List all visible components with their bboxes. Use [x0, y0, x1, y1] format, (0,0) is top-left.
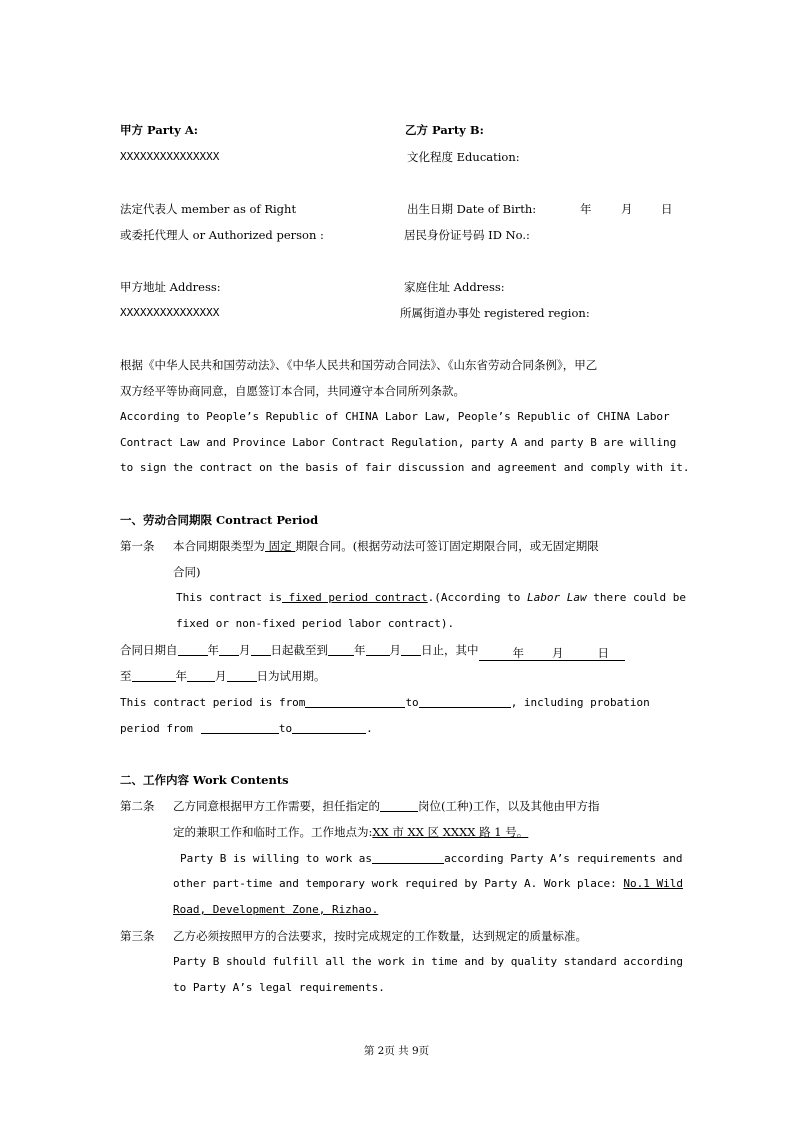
date-text-e: 年: [354, 643, 366, 657]
article1-text-b: 期限合同。(根据劳动法可签订固定期限合同，或无固定期限: [295, 539, 599, 553]
start-year-blank[interactable]: [178, 643, 208, 656]
home-address-label: 家庭住址 Address:: [404, 280, 505, 294]
article2-en-line1: [180, 851, 682, 866]
preamble-en-line2: Contract Law and Province Labor Contract Regulation, party A and party B are willing: [120, 436, 677, 449]
labor-law-ref: Labor Law: [527, 591, 587, 604]
article1-en-d: fixed or non-fixed period labor contract).: [176, 617, 455, 630]
prob-to-blank[interactable]: [292, 721, 366, 734]
preamble-cn-line1: 根据《中华人民共和国劳动法》、《中华人民共和国劳动合同法》、《山东省劳动合同条例》，甲乙: [120, 358, 598, 372]
article2-number: 第二条: [120, 799, 155, 813]
article2-text-b: 岗位(工种)工作，以及其他由甲方指: [418, 799, 600, 813]
article2-text-a: 乙方同意根据甲方工作需要，担任指定的: [173, 799, 380, 813]
prob-end-day-blank[interactable]: [227, 669, 257, 682]
article3-en-line2: to Party A’s legal requirements.: [173, 981, 385, 994]
probation-date-line: [120, 669, 326, 683]
dob-year: 年: [580, 202, 592, 216]
work-place-en-1: No.1 Wild: [623, 877, 683, 890]
prob-text-b: to: [278, 722, 293, 735]
start-day-blank[interactable]: [251, 643, 271, 656]
party-a-address-label: 甲方地址 Address:: [120, 280, 221, 294]
date-text-f: 月: [389, 643, 401, 657]
dob-month: 月: [621, 202, 633, 216]
dob-label: 出生日期 Date of Birth:: [407, 202, 537, 216]
contract-type: 固定: [265, 539, 296, 553]
article2-text-c: 定的兼职工作和临时工作。工作地点为:: [173, 825, 373, 839]
section1-heading: 一、劳动合同期限 Contract Period: [120, 513, 319, 527]
preamble-cn-line2: 双方经平等协商同意，自愿签订本合同，共同遵守本合同所列条款。: [120, 384, 465, 398]
to-text-a: 至: [120, 669, 132, 683]
work-place: XX 市 XX 区 XXXX 路 1 号。: [372, 825, 529, 839]
probation-en-line: [120, 721, 373, 736]
id-label: 居民身份证号码 ID No.:: [404, 228, 530, 242]
article2-en-b: according Party A’s requirements and: [444, 852, 683, 865]
article1-number: 第一条: [120, 539, 155, 553]
prob-end-year-blank[interactable]: [132, 669, 176, 682]
period-text-b: to: [405, 696, 419, 709]
period-text-a: This contract period is from: [120, 696, 306, 709]
education-label: 文化程度 Education:: [407, 150, 520, 164]
article1-en-b: .(According to: [427, 591, 528, 604]
end-day-blank[interactable]: [401, 643, 421, 656]
contract-type-en: fixed period contract: [281, 591, 428, 604]
article3-cn: 乙方必须按照甲方的合法要求，按时完成规定的工作数量，达到规定的质量标准。: [173, 929, 587, 943]
article2-en-c: other part-time and temporary work required by Party A. Work place:: [173, 877, 624, 890]
start-month-blank[interactable]: [219, 643, 239, 656]
period-en-line: [120, 695, 650, 710]
party-a-label: 甲方 Party A:: [120, 123, 199, 137]
page-number: 第 2页 共 9页: [363, 1045, 430, 1057]
date-text-a: 合同日期自: [120, 643, 178, 657]
preamble-en-line1: According to People’s Republic of CHINA Labor Law, People’s Republic of CHINA Labor: [120, 410, 670, 423]
work-place-en-2: Road, Development Zone, Rizhao.: [173, 903, 379, 916]
party-b-label: 乙方 Party B:: [405, 123, 484, 137]
date-text-c: 月: [239, 643, 251, 657]
position-en-blank[interactable]: [372, 851, 444, 864]
article3-en-line1: Party B should fulfill all the work in time and by quality standard according: [173, 955, 683, 968]
period-text-c: , including probation: [510, 696, 650, 709]
party-a-name: XXXXXXXXXXXXXXX: [120, 150, 220, 163]
article1-en-c: there could be: [586, 591, 686, 604]
party-a-address: XXXXXXXXXXXXXXX: [120, 306, 220, 319]
to-text-b: 年: [175, 669, 187, 683]
article1-cn: [173, 539, 599, 553]
prob-text-a: period from: [120, 722, 193, 735]
region-label: 所属街道办事处 registered region:: [400, 306, 590, 320]
date-text-i: 月: [552, 646, 564, 660]
article3-number: 第三条: [120, 929, 155, 943]
date-text-g: 日止，其中: [421, 643, 479, 657]
article2-en-line2: [173, 877, 683, 891]
authorized-label: 或委托代理人 or Authorized person :: [120, 228, 324, 242]
section2-heading: 二、工作内容 Work Contents: [120, 773, 289, 787]
dob-day: 日: [661, 202, 673, 216]
preamble-en-line3: to sign the contract on the basis of fair discussion and agreement and comply with it.: [120, 461, 690, 474]
date-text-d: 日起截至到: [270, 643, 328, 657]
article1-en-a: This contract is: [176, 591, 282, 604]
period-from-blank[interactable]: [305, 695, 405, 708]
date-text-j: 日: [597, 646, 609, 660]
prob-from-blank[interactable]: [201, 721, 279, 734]
article2-cn-line1: [173, 799, 599, 813]
date-text-b: 年: [207, 643, 219, 657]
contract-date-line: [120, 643, 625, 661]
prob-text-c: .: [366, 722, 373, 735]
probation-total-blank[interactable]: [479, 646, 625, 661]
date-text-h: 年: [512, 646, 524, 660]
prob-end-month-blank[interactable]: [187, 669, 215, 682]
to-text-d: 日为试用期。: [256, 669, 326, 683]
to-text-c: 月: [215, 669, 227, 683]
position-blank[interactable]: [380, 799, 418, 812]
article1-en-line1: [176, 591, 686, 605]
legal-rep-label: 法定代表人 member as of Right: [120, 202, 297, 216]
period-to-blank[interactable]: [419, 695, 511, 708]
article2-cn-line2: [173, 825, 528, 839]
end-year-blank[interactable]: [328, 643, 354, 656]
end-month-blank[interactable]: [366, 643, 390, 656]
article1-text-c: 合同): [173, 565, 201, 579]
article2-en-a: Party B is willing to work as: [180, 852, 373, 865]
article1-text-a: 本合同期限类型为: [173, 539, 265, 553]
